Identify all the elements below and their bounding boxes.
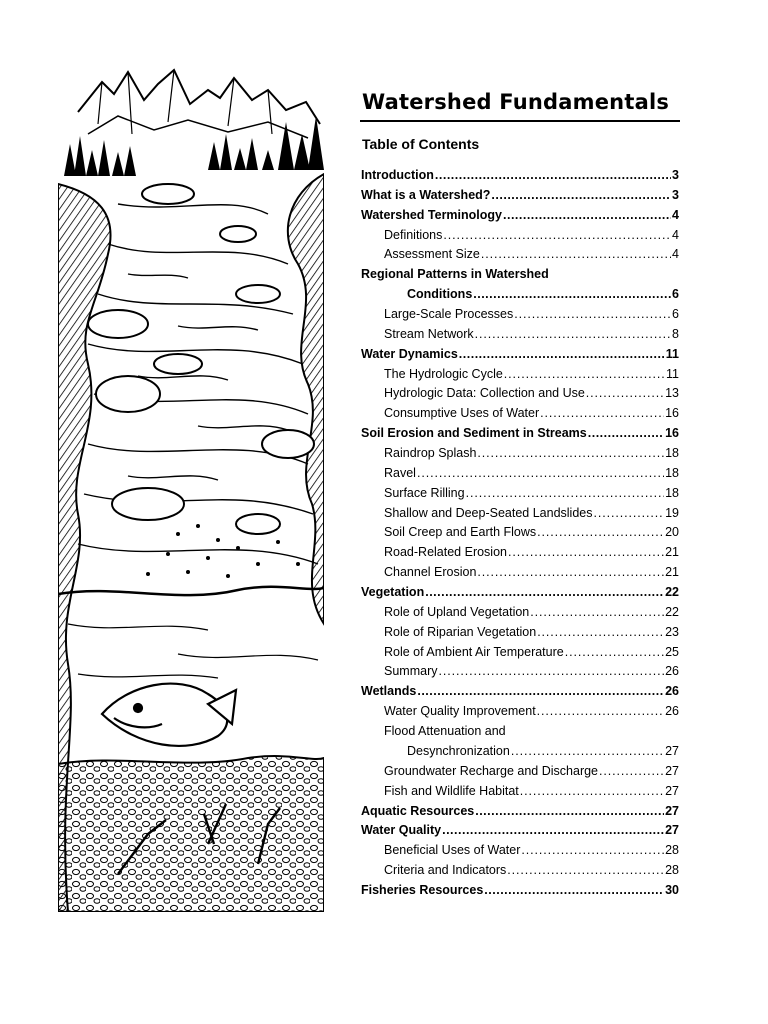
toc-dot-leader [537,523,664,543]
toc-dot-leader [514,305,671,325]
toc-entry-label: Water Quality Improvement [384,704,536,719]
toc-entry-label: What is a Watershed? [361,187,491,202]
toc-entry [361,404,679,424]
toc-entry-label: Fisheries Resources [361,882,484,897]
toc-entry-page: 4 [672,247,679,262]
toc-dot-leader [491,186,671,206]
toc-entry [361,424,679,444]
toc-entry [361,802,679,822]
toc-entry-page: 19 [665,505,679,520]
toc-entry-page: 6 [672,307,679,322]
toc-entry-label: Flood Attenuation and [384,724,506,739]
toc-dot-leader [443,226,671,246]
toc-dot-leader [417,464,664,484]
toc-dot-leader [477,563,664,583]
toc-entry [361,365,679,385]
toc-dot-leader [586,384,664,404]
toc-entry-label: Water Quality [361,823,442,838]
toc-entry-label: Vegetation [361,585,425,600]
toc-dot-leader [521,841,664,861]
toc-entry [361,484,679,504]
toc-entry-page: 22 [665,604,679,619]
toc-entry-page: 25 [665,644,679,659]
toc-entry-page: 27 [665,783,679,798]
toc-entry [361,226,679,246]
toc-entry [361,285,679,305]
toc-dot-leader [481,245,671,265]
toc-entry [361,722,679,742]
toc-entry-label: Criteria and Indicators [384,863,507,878]
toc-entry-page: 20 [665,525,679,540]
toc-entry [361,325,679,345]
toc-entry-label: Hydrologic Data: Collection and Use [384,386,585,401]
toc-entry-page: 30 [665,882,679,897]
toc-entry-page: 22 [665,585,679,600]
toc-dot-leader [466,484,665,504]
toc-entry-page: 27 [665,823,679,838]
toc-entry-page: 18 [665,485,679,500]
toc-entry-label: Definitions [384,227,443,242]
toc-entry-page: 8 [672,326,679,341]
toc-entry-page: 18 [665,465,679,480]
toc-dot-leader [435,166,671,186]
toc-entry [361,523,679,543]
toc-entry-label: Raindrop Splash [384,446,477,461]
page-title: Watershed Fundamentals [362,90,670,114]
toc-entry-label: Beneficial Uses of Water [384,843,521,858]
toc-heading: Table of Contents [362,136,480,152]
toc-entry-label: Water Dynamics [361,346,458,361]
toc-entry-label: Regional Patterns in Watershed [361,267,549,282]
toc-entry-page: 21 [665,545,679,560]
toc-entry-label: Introduction [361,168,434,182]
toc-entry [361,504,679,524]
toc-entry [361,265,679,285]
toc-dot-leader [425,583,664,603]
toc-entry-page: 23 [665,624,679,639]
toc-entry [361,384,679,404]
toc-entry-label: Conditions [407,287,473,302]
toc-entry-page: 26 [665,664,679,679]
toc-entry [361,762,679,782]
toc-entry-label: Surface Rilling [384,485,465,500]
toc-dot-leader [503,206,671,226]
toc-dot-leader [504,365,665,385]
toc-entry-page: 27 [665,743,679,758]
toc-dot-leader [475,325,671,345]
toc-dot-leader [438,662,664,682]
toc-dot-leader [477,444,664,464]
toc-entry [361,464,679,484]
toc-entry [361,583,679,603]
toc-entry [361,881,679,901]
toc-entry-page: 11 [665,346,679,361]
toc-entry [361,245,679,265]
toc-dot-leader [537,623,664,643]
toc-entry-page: 28 [665,843,679,858]
toc-entry-label: Soil Erosion and Sediment in Streams [361,426,587,441]
toc-dot-leader [511,742,664,762]
toc-entry [361,702,679,722]
toc-entry-label: Aquatic Resources [361,803,475,818]
toc-dot-leader [565,643,664,663]
toc-entry [361,821,679,841]
toc-dot-leader [588,424,664,444]
toc-dot-leader [520,782,664,802]
toc-entry [361,166,679,186]
toc-entry-label: Large-Scale Processes [384,307,514,322]
toc-entry-page: 16 [665,426,679,441]
toc-entry-label: Desynchronization [407,743,510,758]
toc-entry [361,742,679,762]
toc-dot-leader [537,702,664,722]
toc-entry [361,543,679,563]
toc-entry-label: Fish and Wildlife Habitat [384,783,519,798]
toc-dot-leader [593,504,664,524]
table-of-contents [361,166,679,901]
toc-entry-page: 27 [665,803,679,818]
toc-entry [361,662,679,682]
toc-dot-leader [417,682,664,702]
toc-entry-page: 26 [665,684,679,699]
toc-entry [361,841,679,861]
toc-dot-leader [442,821,664,841]
toc-entry [361,186,679,206]
toc-entry [361,643,679,663]
toc-entry-page: 27 [665,763,679,778]
toc-entry-page: 3 [672,168,679,182]
toc-entry [361,782,679,802]
toc-entry-label: Soil Creep and Earth Flows [384,525,537,540]
toc-entry-page: 28 [665,863,679,878]
toc-dot-leader [484,881,664,901]
toc-entry-page: 11 [666,366,679,381]
toc-entry [361,682,679,702]
toc-dot-leader [459,345,665,365]
toc-entry-label: Ravel [384,465,416,480]
toc-dot-leader [507,861,664,881]
toc-entry-label: Watershed Terminology [361,207,502,222]
toc-dot-leader [475,802,664,822]
toc-entry-label: Stream Network [384,326,474,341]
toc-entry-page: 13 [665,386,679,401]
toc-entry-page: 18 [665,446,679,461]
toc-dot-leader [473,285,671,305]
toc-entry [361,603,679,623]
toc-entry-label: Wetlands [361,684,417,699]
toc-entry-label: Role of Ambient Air Temperature [384,644,564,659]
title-underline [360,120,680,122]
toc-dot-leader [540,404,664,424]
toc-entry-page: 4 [672,207,679,222]
toc-entry-label: Consumptive Uses of Water [384,406,540,421]
toc-entry-page: 16 [665,406,679,421]
toc-entry-page: 4 [672,227,679,242]
toc-entry-page: 3 [672,187,679,202]
streambed-gravel [58,756,324,912]
toc-entry-page: 21 [665,565,679,580]
toc-entry-label: Role of Upland Vegetation [384,604,530,619]
toc-entry-label: Summary [384,664,438,679]
toc-entry-label: Assessment Size [384,247,480,262]
toc-entry [361,623,679,643]
toc-entry-page: 26 [665,704,679,719]
toc-dot-leader [599,762,664,782]
stream-landscape-illustration [58,64,324,912]
toc-entry [361,206,679,226]
toc-entry-label: Role of Riparian Vegetation [384,624,537,639]
toc-entry-label: Groundwater Recharge and Discharge [384,763,599,778]
toc-entry [361,444,679,464]
toc-dot-leader [530,603,664,623]
toc-dot-leader [508,543,664,563]
toc-entry [361,563,679,583]
toc-entry-label: Shallow and Deep-Seated Landslides [384,505,593,520]
toc-entry-label: Channel Erosion [384,565,477,580]
toc-entry-label: Road-Related Erosion [384,545,507,560]
toc-entry-label: The Hydrologic Cycle [384,366,503,381]
toc-entry-page: 6 [672,287,679,302]
toc-entry [361,345,679,365]
toc-entry [361,305,679,325]
toc-entry [361,861,679,881]
